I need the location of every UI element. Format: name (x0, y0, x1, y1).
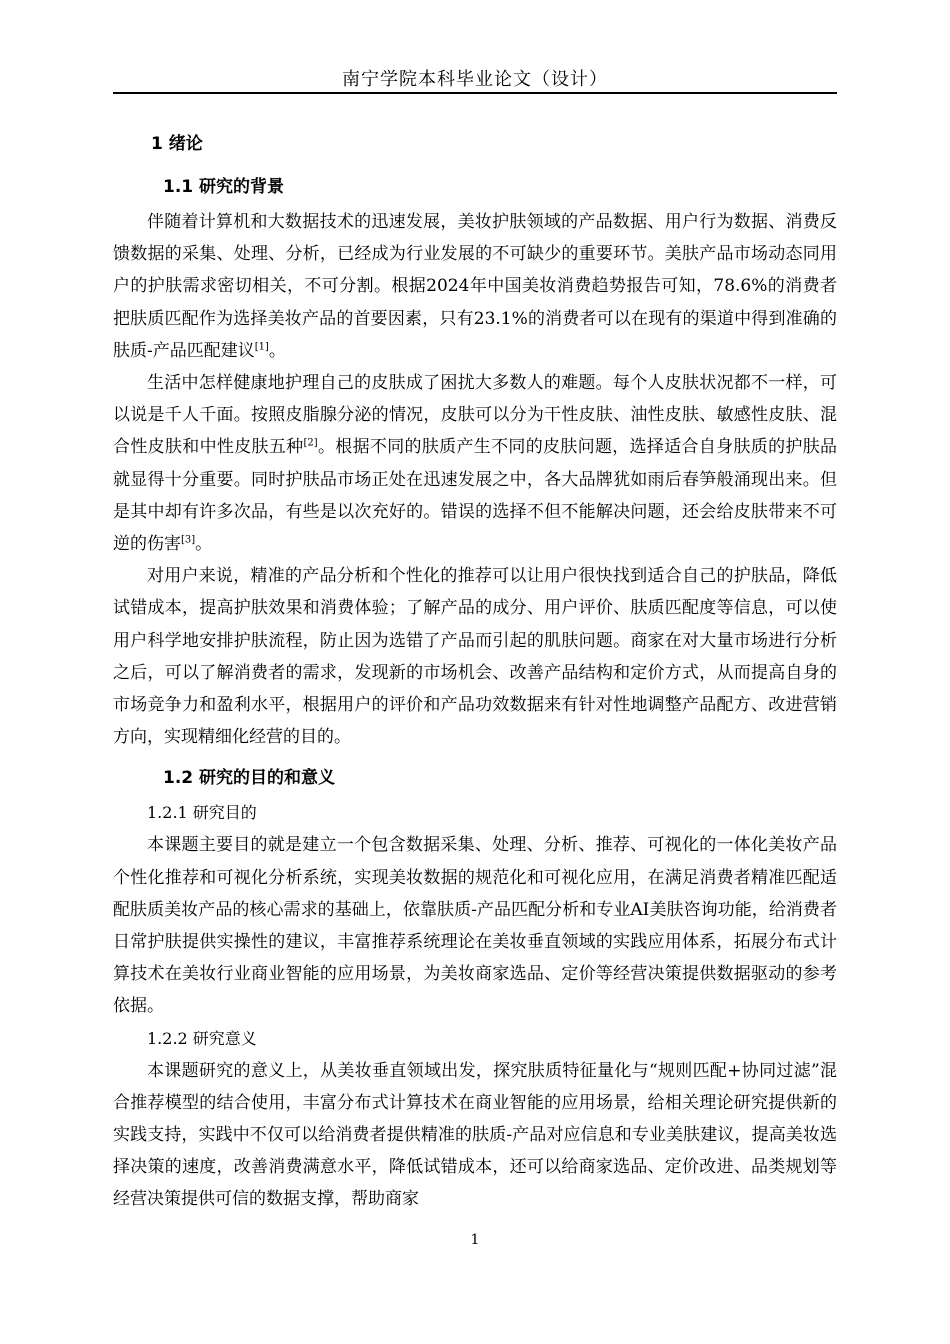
subsection-heading-1-2-1: 1.2.1 研究目的 (147, 803, 257, 823)
paragraph-text-continued: 。根据不同的肤质产生不同的皮肤问题，选择适合自身肤质的护肤品就显得十分重要。同时护肤品市场正处在迅速发展之中，各大品牌犹如雨后春笋般涌现出来。但是其中却有许多次品，有些是以次充好的。错误的选择不但不能解决问题，还会给皮肤带来不可逆的伤害 (113, 437, 838, 555)
paragraph-background-3: 对用户来说，精准的产品分析和个性化的推荐可以让用户很快找到适合自己的护肤品，降低试错成本，提高护肤效果和消费体验；了解产品的成分、用户评价、肤质匹配度等信息，可以使用户科学地安排护肤流程，防止因为选错了产品而引起的肌肤问题。商家在对大量市场进行分析之后，可以了解消费者的需求，发现新的市场机会、改善产品结构和定价方式，从而提高自身的市场竞争力和盈利水平，根据用户的评价和产品功效数据来有针对性地调整产品配方、改进营销方向，实现精细化经营的目的。 (113, 566, 837, 748)
paragraph-background-1 (113, 206, 837, 367)
citation-ref-2: [2] (303, 437, 318, 449)
paragraph-text: 伴随着计算机和大数据技术的迅速发展，美妆护肤领域的产品数据、用户行为数据、消费反馈数据的采集、处理、分析，已经成为行业发展的不可缺少的重要环节。美肤产品市场动态同用户的护肤需求密切相关，不可分割。根据2024年中国美妆消费趋势报告可知，78.6%的消费者把肤质匹配作为选择美妆产品的首要因素，只有23.1%的消费者可以在现有的渠道中得到准确的肤质-产品匹配建议 (113, 212, 837, 361)
subsection-heading-1-2-2: 1.2.2 研究意义 (147, 1028, 257, 1048)
paragraph-text-end: 。 (268, 340, 286, 361)
running-header: 南宁学院本科毕业论文（设计） (342, 69, 608, 90)
section-heading-1-2: 1.2 研究的目的和意义 (163, 768, 336, 789)
citation-ref-3: [3] (181, 534, 196, 546)
section-heading-1-1: 1.1 研究的背景 (163, 177, 285, 197)
section-heading-1: 1 绪论 (151, 134, 203, 154)
paragraph-significance: 本课题研究的意义上，从美妆垂直领域出发，探究肤质特征量化与“规则匹配+协同过滤”混合推荐模型的结合使用，丰富分布式计算技术在商业智能的应用场景，给相关理论研究提供新的实践支持，实践中不仅可以给消费者提供精准的肤质-产品对应信息和专业美肤建议，提高美妆选择决策的速度，改善消费满意水平，降低试错成本，还可以给商家选品、定价改进、品类规划等经营决策提供可信的数据支撑，帮助商家 (113, 1060, 837, 1210)
body-content (113, 128, 837, 1216)
header-rule (113, 92, 837, 94)
paragraph-text: 生活中怎样健康地护理自己的皮肤成了困扰大多数人的难题。每个人皮肤状况都不一样，可以说是千人千面。按照皮脂腺分泌的情况，皮肤可以分为干性皮肤、油性皮肤、敏感性皮肤、混合性皮肤和中性皮肤五种 (113, 373, 837, 458)
paragraph-background-2 (113, 367, 837, 560)
paragraph-purpose: 本课题主要目的就是建立一个包含数据采集、处理、分析、推荐、可视化的一体化美妆产品个性化推荐和可视化分析系统，实现美妆数据的规范化和可视化应用，在满足消费者精准匹配适配肤质美妆产品的核心需求的基础上，依靠肤质-产品匹配分析和专业AI美肤咨询功能，给消费者日常护肤提供实操性的建议，丰富推荐系统理论在美妆垂直领域的实践应用体系，拓展分布式计算技术在美妆行业商业智能的应用场景，为美妆商家选品、定价等经营决策提供数据驱动的参考依据。 (113, 835, 837, 1017)
page-number: 1 (470, 1232, 480, 1248)
citation-ref-1: [1] (254, 341, 269, 353)
paragraph-text-end: 。 (195, 534, 213, 555)
